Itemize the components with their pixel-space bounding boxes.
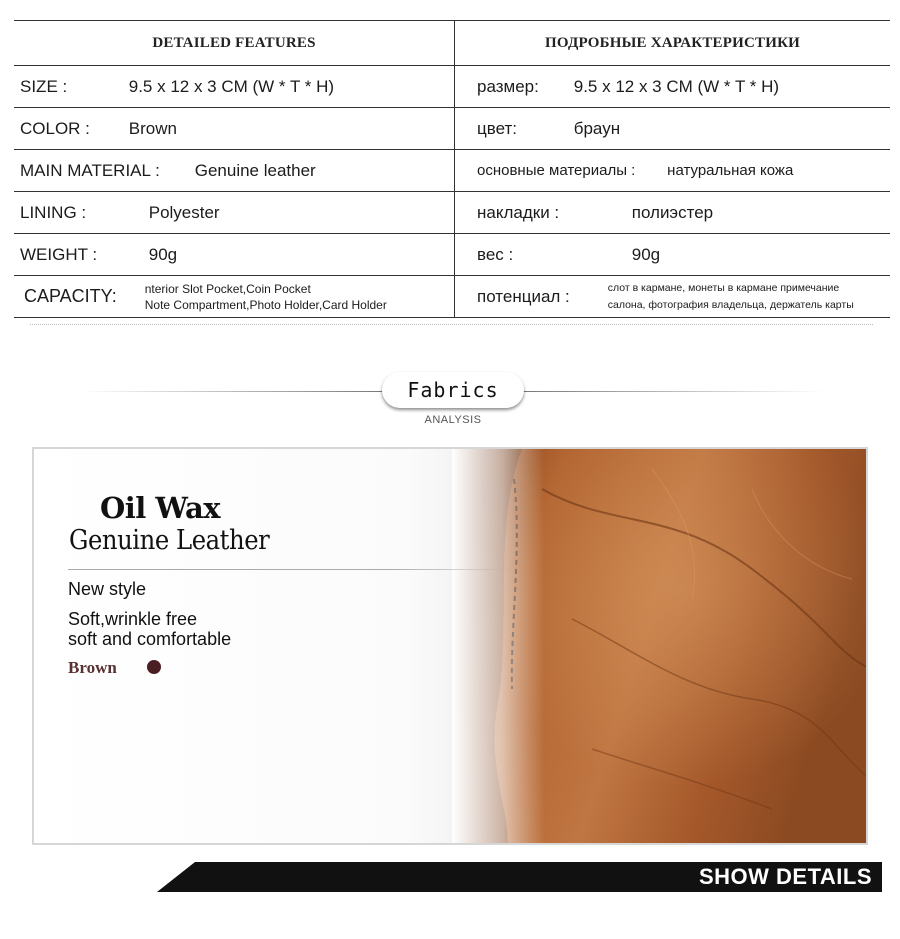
leather-texture-svg <box>452 449 868 845</box>
table-bottom-rule <box>30 324 873 325</box>
capacity-label-ru: потенциал : <box>477 286 570 306</box>
color-label: COLOR : <box>20 118 90 138</box>
feature-panel <box>32 447 868 845</box>
spec-header-row <box>14 21 890 66</box>
fabrics-rule-left <box>80 391 385 392</box>
capacity-value-ru <box>608 280 854 314</box>
spec-row-color <box>14 108 890 150</box>
feature-point-new-style: New style <box>68 579 147 599</box>
spec-row-size <box>14 66 890 108</box>
size-value-ru: 9.5 x 12 x 3 CM (W * T * H) <box>573 76 780 96</box>
feature-point-soft-line2: soft and comfortable <box>68 629 232 649</box>
feature-title-line2: Genuine Leather <box>69 525 270 556</box>
material-label: MAIN MATERIAL : <box>20 160 160 180</box>
spec-table <box>14 20 890 318</box>
capacity-value-line1: nterior Slot Pocket,Coin Pocket <box>144 281 311 296</box>
capacity-label: CAPACITY: <box>24 286 117 306</box>
weight-label: WEIGHT : <box>20 244 98 264</box>
color-swatch <box>147 660 161 674</box>
weight-value-ru: 90g <box>631 244 661 264</box>
spec-row-capacity <box>14 276 890 318</box>
feature-title-line1: Oil Wax <box>100 491 221 525</box>
material-value-ru: натуральная кожа <box>667 162 794 179</box>
size-value: 9.5 x 12 x 3 CM (W * T * H) <box>128 76 335 96</box>
show-details-text: SHOW DETAILS <box>698 864 872 889</box>
spec-row-weight <box>14 234 890 276</box>
color-value: Brown <box>128 118 177 138</box>
color-label-ru: цвет: <box>477 118 517 138</box>
feature-divider <box>68 569 528 570</box>
capacity-value <box>145 281 387 313</box>
material-value: Genuine leather <box>194 160 316 180</box>
show-details-banner <box>157 862 882 892</box>
weight-label-ru: вес : <box>477 244 514 264</box>
color-value-ru: браун <box>573 118 621 138</box>
color-name-label: Brown <box>68 658 117 677</box>
spec-header-ru: ПОДРОБНЫЕ ХАРАКТЕРИСТИКИ <box>455 21 891 66</box>
fabrics-rule-right <box>520 391 825 392</box>
lining-label: LINING : <box>20 202 87 222</box>
size-label: SIZE : <box>20 76 68 96</box>
capacity-value-line2: Note Compartment,Photo Holder,Card Holder <box>144 297 387 312</box>
lining-label-ru: накладки : <box>477 202 560 222</box>
lining-value-ru: полиэстер <box>631 202 714 222</box>
leather-texture-image <box>452 449 868 845</box>
fabrics-subtitle: ANALYSIS <box>424 414 482 426</box>
material-label-ru: основные материалы : <box>477 162 636 179</box>
feature-point-soft-line1: Soft,wrinkle free <box>68 609 198 629</box>
lining-value: Polyester <box>148 202 220 222</box>
fabrics-title: Fabrics <box>382 372 524 408</box>
spec-header-en: DETAILED FEATURES <box>14 21 455 66</box>
spec-row-lining <box>14 192 890 234</box>
weight-value: 90g <box>148 244 178 264</box>
spec-row-material <box>14 150 890 192</box>
capacity-value-ru-line2: салона, фотография владельца, держатель карты <box>607 298 854 311</box>
size-label-ru: размер: <box>477 76 539 96</box>
capacity-value-ru-line1: слот в кармане, монеты в кармане примечание <box>607 281 840 294</box>
